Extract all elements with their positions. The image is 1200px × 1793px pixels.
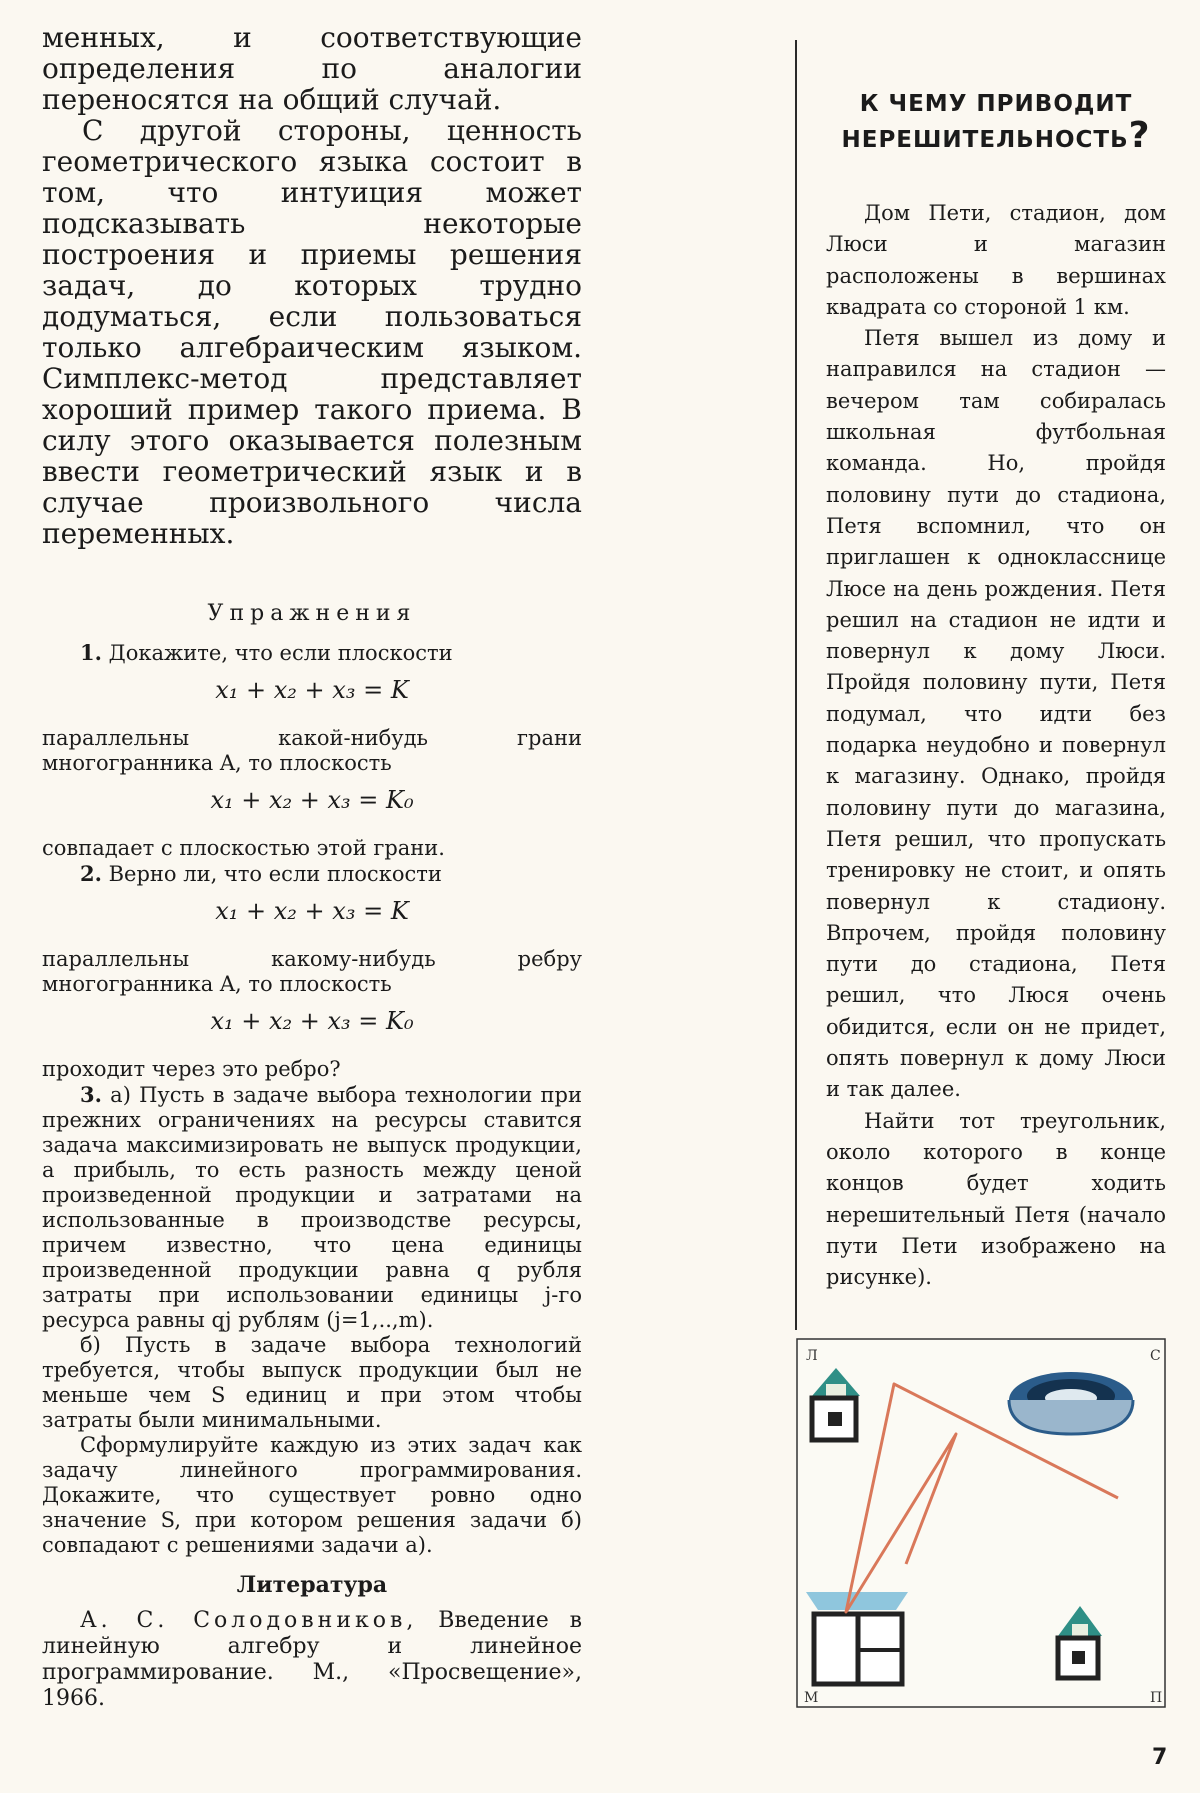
exercise-1-formula-1: x₁ + x₂ + x₃ = K bbox=[215, 676, 409, 704]
exercise-2-number: 2. bbox=[80, 861, 102, 886]
figure-svg bbox=[796, 1338, 1166, 1708]
exercise-1 bbox=[42, 640, 582, 666]
exercise-2-text-2: параллельны какому-нибудь ребру многогранника A, то плоскость bbox=[42, 947, 582, 996]
exercise-1-text: Докажите, что если плоскости bbox=[108, 641, 453, 665]
page-number: 7 bbox=[1152, 1745, 1168, 1770]
exercise-2-text-3: проходит через это ребро? bbox=[42, 1057, 341, 1081]
literature-title: Литература bbox=[236, 1572, 388, 1598]
literature-entry bbox=[42, 1608, 582, 1712]
puzzle-figure bbox=[796, 1338, 1166, 1708]
exercise-1-text-3: совпадает с плоскостью этой грани. bbox=[42, 836, 445, 860]
puzzle-paragraph-2: Петя вышел из дому и направился на стадион — вечером там собиралась школьная футбольная команда. Но, пройдя половину пути до стадиона, Петя вспомнил, что он приглашен к однокласснице Люсе на день рождения. Петя решил на стадион не идти и повернул к дому Люси. Пройдя половину пути, Петя подумал, что идти без подарка неудобно и повернул к магазину. Однако, пройдя половину пути до магазина, Петя решил, что пропускать тренировку не стоит, и опять повернул к стадиону. Впрочем, пройдя половину пути до стадиона, Петя решил, что Люся очень обидится, если он не придет, опять повернул к дому Люси и так далее. bbox=[826, 326, 1166, 1102]
exercise-3a-text: а) Пусть в задаче выбора технологии при прежних ограничениях на ресурсы ставится задача максимизировать не выпуск продукции, а прибыль, то есть разность между ценой произведенной продукции и затратами на использованные в производстве ресурсы, причем известно, что цена единицы произведенной продукции равна q рубля затраты при использовании единицы j-го ресурса равны qj рублям (j=1,..,m). bbox=[42, 1083, 582, 1332]
literature-text: Введение в линейную алгебру и линейное программирование. М., «Просвещение», 1966. bbox=[42, 1608, 582, 1711]
puzzle-heading-line-1: К ЧЕМУ ПРИВОДИТ bbox=[859, 91, 1133, 117]
exercise-3a bbox=[42, 1082, 582, 1333]
stadium-icon bbox=[1009, 1372, 1133, 1434]
exercise-3c: Сформулируйте каждую из этих задач как задачу линейного программирования. Докажите, что существует ровно одно значение S, при котором решения задачи б) совпадают с решениями задачи а). bbox=[42, 1433, 582, 1557]
exercise-2-formula-1: x₁ + x₂ + x₃ = K bbox=[215, 897, 409, 925]
puzzle-heading-line-2: НЕРЕШИТЕЛЬНОСТЬ bbox=[841, 127, 1129, 153]
right-column bbox=[826, 88, 1166, 1293]
label-m: М bbox=[804, 1690, 819, 1706]
literature-author: А. С. Солодовников, bbox=[80, 1608, 418, 1633]
paragraph-continuation: менных, и соответствующие определения по аналогии переносятся на общий случай. bbox=[42, 21, 582, 116]
question-mark: ? bbox=[1128, 115, 1151, 156]
label-p: П bbox=[1150, 1690, 1163, 1706]
label-c: С bbox=[1150, 1348, 1161, 1364]
label-l: Л bbox=[806, 1348, 818, 1364]
exercise-1-number: 1. bbox=[80, 640, 102, 665]
exercise-1-formula-2: x₁ + x₂ + x₃ = K₀ bbox=[210, 786, 414, 814]
exercise-2-formula-2: x₁ + x₂ + x₃ = K₀ bbox=[210, 1007, 414, 1035]
paragraph-geometric-language: С другой стороны, ценность геометрического языка состоит в том, что интуиция может подсказывать некоторые построения и приемы решения задач, до которых трудно додуматься, если пользоваться только алгебраическим языком. Симплекс-метод представляет хороший пример такого приема. В силу этого оказывается полезным ввести геометрический язык и в случае произвольного числа переменных. bbox=[42, 114, 582, 550]
puzzle-paragraph-1: Дом Пети, стадион, дом Люси и магазин расположены в вершинах квадрата со стороной 1 км. bbox=[826, 201, 1166, 319]
column-divider bbox=[795, 40, 797, 1330]
exercise-2-text: Верно ли, что если плоскости bbox=[108, 862, 442, 886]
puzzle-heading bbox=[826, 88, 1166, 156]
exercise-1-text-2: параллельны какой-нибудь грани многогранника A, то плоскость bbox=[42, 726, 582, 775]
exercises-title: Упражнения bbox=[207, 601, 417, 626]
puzzle-paragraph-3: Найти тот треугольник, около которого в конце концов будет ходить нерешительный Петя (начало пути Пети изображено на рисунке). bbox=[826, 1108, 1166, 1290]
exercise-2 bbox=[42, 861, 582, 887]
shop-icon bbox=[806, 1592, 908, 1684]
exercise-3b: б) Пусть в задаче выбора технологий требуется, чтобы выпуск продукции был не меньше чем S единиц и при этом чтобы затраты были минимальными. bbox=[42, 1333, 582, 1432]
exercise-3-number: 3. bbox=[80, 1082, 102, 1107]
left-column bbox=[42, 22, 582, 1712]
